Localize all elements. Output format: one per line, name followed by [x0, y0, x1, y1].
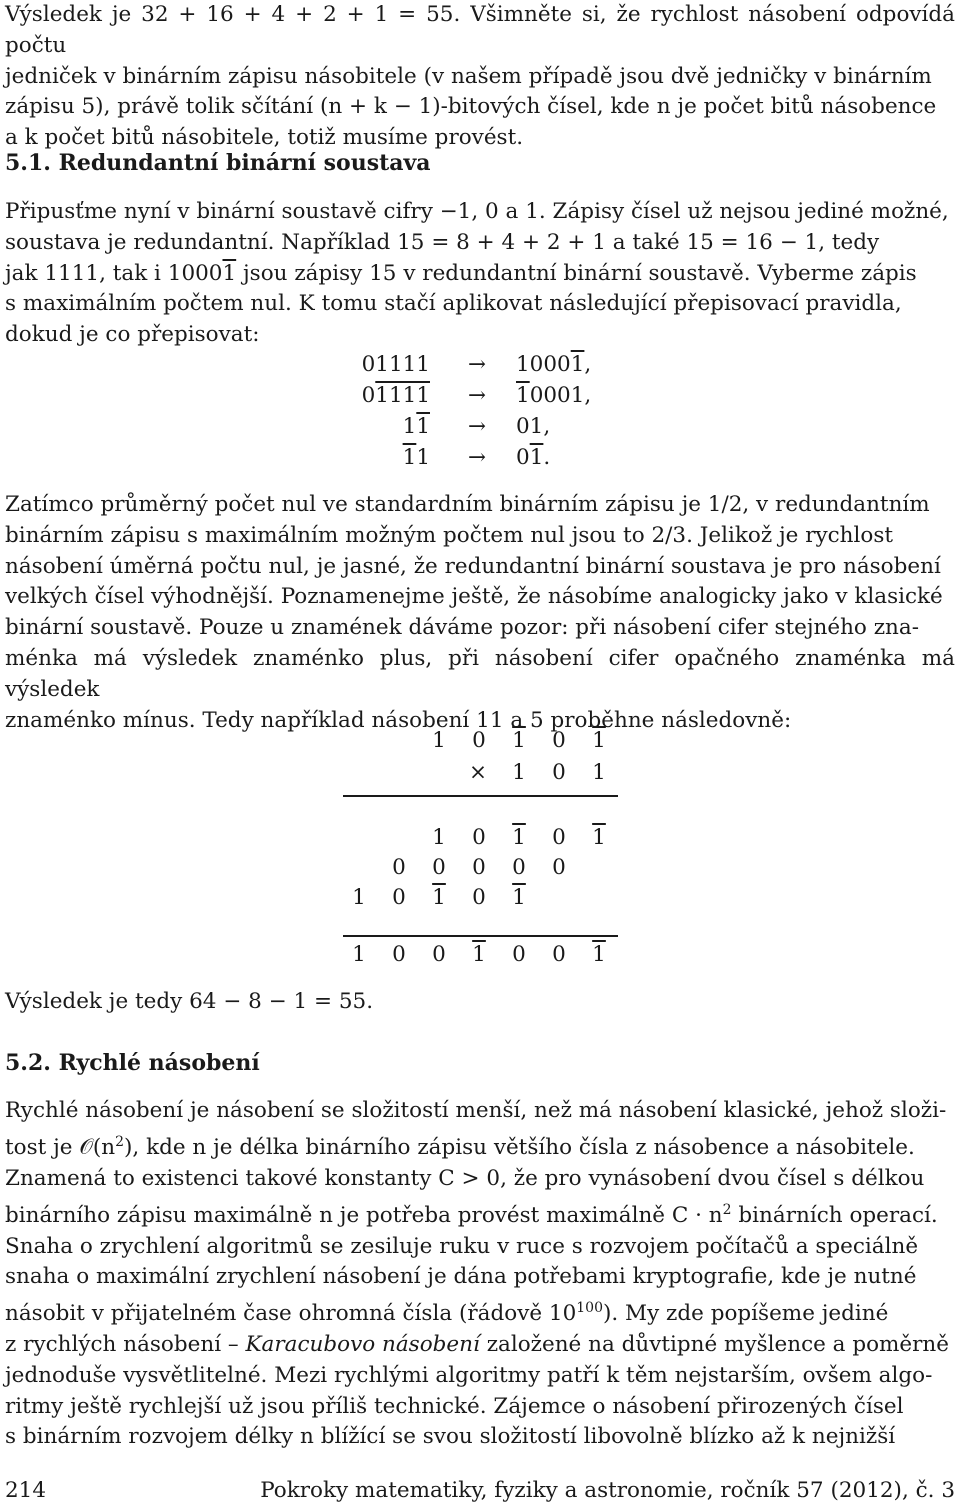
text-line: binárním zápisu s maximálním možným počtem nul jsou to 2/3. Jelikož je rychlost	[5, 522, 894, 548]
text-span: tost je 𝒪(n	[5, 1134, 116, 1160]
multiplicand-digit: 1	[512, 728, 526, 753]
partial-product-digit: 0	[392, 885, 406, 910]
text-line: soustava je redundantní. Například 15 = 8 + 4 + 2 + 1 a také 15 = 16 − 1, tedy	[5, 229, 880, 255]
text-line: Snaha o zrychlení algoritmů se zesiluje ruku v ruce s rozvojem počítačů a speciálně	[5, 1233, 919, 1259]
multiplicand-digit: 1	[432, 728, 446, 753]
superscript: 2	[722, 1201, 732, 1218]
text-span: jak 1111, tak i 1000	[5, 260, 223, 286]
text-line: zápisu 5), právě tolik sčítání (n + k − 1)-bitových čísel, kde n je počet bitů násobence	[5, 94, 937, 120]
rule-right: 01,	[516, 414, 551, 439]
result-line: Výsledek je tedy 64 − 8 − 1 = 55.	[5, 989, 374, 1014]
text-line: jednoduše vysvětlitelné. Mezi rychlými algoritmy patří k těm nejstarším, ovšem algo-	[5, 1362, 933, 1388]
text-span: ). My zde popíšeme jediné	[603, 1301, 889, 1327]
arrow-icon: →	[467, 383, 486, 408]
negative-digit: 1	[222, 260, 237, 286]
text-line: Připusťme nyní v binární soustavě cifry −1, 0 a 1. Zápisy čísel už nejsou jediné možné,	[5, 199, 949, 224]
text-span: násobit v přijatelném čase ohromná čísla (řádově 10	[5, 1301, 577, 1327]
text-line: ménka má výsledek znaménko plus, při násobení cifer opačného znaménka má výsledek	[5, 645, 955, 702]
negative-digit: 1111	[375, 383, 430, 408]
text-span: 0	[361, 383, 376, 408]
result-digit: 1	[352, 942, 366, 967]
partial-product-digit: 1	[512, 885, 526, 910]
rule-left: 01111	[361, 352, 430, 377]
text-line: a k počet bitů násobitele, totiž musíme provést.	[5, 125, 524, 151]
multiplier-digit: 1	[512, 760, 526, 785]
text-span: jsou zápisy 15 v redundantní binární soustavě. Vyberme zápis	[236, 260, 917, 286]
text-span: založené na důvtipné myšlence a poměrně	[479, 1332, 949, 1358]
multiplier-digit: 1	[592, 760, 606, 785]
text-line: binární soustavě. Pouze u znamének dáváme pozor: při násobení cifer stejného zna-	[5, 615, 919, 641]
partial-product-digit: 0	[552, 825, 566, 850]
text-line	[5, 1195, 955, 1232]
section-heading-5-2: 5.2. Rychlé násobení	[5, 1050, 260, 1076]
text-line: s maximálním počtem nul. K tomu stačí aplikovat následující přepisovací pravidla,	[5, 291, 902, 317]
negative-digit: 1	[516, 383, 530, 408]
text-line: násobení úměrná počtu nul, je jasné, že redundantní binární soustava je pro násobení	[5, 553, 941, 579]
negative-digit: 1	[416, 414, 430, 439]
text-line: jedniček v binárním zápisu násobitele (v našem případě jsou dvě jedničky v binárním	[5, 63, 932, 89]
text-line: ritmy ještě rychlejší už jsou příliš technické. Zájemce o násobení přirozených čísel	[5, 1393, 904, 1419]
section-5-2-paragraph	[5, 1096, 955, 1453]
text-line: Znamená to existenci takové konstanty C > 0, že pro vynásobení dvou čísel s délkou	[5, 1165, 925, 1191]
journal-citation: Pokroky matematiky, fyziky a astronomie, ročník 57 (2012), č. 3	[260, 1478, 955, 1503]
text-line: Rychlé násobení je násobení se složitostí menší, než má násobení klasické, jehož složi-	[5, 1098, 947, 1123]
partial-product-digit: 1	[432, 825, 446, 850]
text-span: z rychlých násobení –	[5, 1332, 246, 1358]
partial-product-digit: 1	[512, 825, 526, 850]
text-line	[5, 1127, 955, 1164]
text-span: 1000	[516, 352, 571, 377]
section-heading-5-1: 5.1. Redundantní binární soustava	[5, 150, 431, 176]
arrow-icon: →	[467, 445, 486, 470]
superscript: 2	[115, 1133, 125, 1150]
text-span: binárních operací.	[731, 1202, 938, 1228]
text-line: znaménko mínus. Tedy například násobení 11 a 5 proběhne následovně:	[5, 707, 792, 733]
superscript: 100	[576, 1300, 603, 1317]
divider-line	[343, 935, 618, 937]
multiplier-digit: 0	[552, 760, 566, 785]
text-line: dokud je co přepisovat:	[5, 322, 260, 348]
text-span: binárního zápisu maximálně n je potřeba provést maximálně C · n	[5, 1202, 723, 1228]
partial-product-digit: 0	[472, 825, 486, 850]
result-digit: 0	[512, 942, 526, 967]
text-line: s binárním rozvojem délky n blížící se svou složitostí libovolně blízko až k nejnižší	[5, 1424, 896, 1450]
text-span: 0001,	[529, 383, 592, 408]
partial-product-digit: 0	[552, 855, 566, 880]
page-number: 214	[5, 1478, 47, 1503]
partial-product-digit: 1	[352, 885, 366, 910]
text-line: snaha o maximální zrychlení násobení je dána potřebami kryptografie, kde je nutné	[5, 1264, 917, 1290]
result-digit: 1	[472, 942, 486, 967]
text-line: Výsledek je 32 + 16 + 4 + 2 + 1 = 55. Všimněte si, že rychlost násobení odpovídá počtu	[5, 2, 955, 58]
text-line: velkých čísel výhodnější. Poznamenejme ještě, že násobíme analogicky jako v klasické	[5, 584, 943, 610]
result-digit: 0	[432, 942, 446, 967]
partial-product-digit: 0	[512, 855, 526, 880]
text-span: 1	[402, 414, 417, 439]
multiplication-scheme	[5, 0, 955, 1000]
multiplicand-digit: 0	[552, 728, 566, 753]
partial-product-digit: 1	[432, 885, 446, 910]
result-digit: 0	[392, 942, 406, 967]
text-span: ,	[584, 352, 592, 377]
partial-product-digit: 0	[472, 855, 486, 880]
text-span: 1	[416, 445, 430, 470]
partial-product-digit: 0	[432, 855, 446, 880]
text-line	[5, 1330, 955, 1361]
negative-digit: 1	[570, 352, 585, 377]
arrow-icon: →	[467, 352, 486, 377]
partial-product-digit: 1	[592, 825, 606, 850]
text-span: .	[543, 445, 551, 470]
result-digit: 0	[552, 942, 566, 967]
negative-digit: 1	[529, 445, 544, 470]
arrow-icon: →	[467, 414, 486, 439]
multiplicand-digit: 1	[592, 728, 606, 753]
partial-product-digit: 0	[392, 855, 406, 880]
multiplicand-digit: 0	[472, 728, 486, 753]
text-span: ), kde n je délka binárního zápisu většího čísla z násobence a násobitele.	[124, 1134, 915, 1160]
result-digit: 1	[592, 942, 606, 967]
partial-product-digit: 0	[472, 885, 486, 910]
text-line	[5, 1293, 955, 1330]
text-span: 0	[516, 445, 530, 470]
text-line: Zatímco průměrný počet nul ve standardním binárním zápisu je 1/2, v redundantním	[5, 492, 930, 517]
divider-line	[343, 795, 618, 797]
negative-digit: 1	[402, 445, 417, 470]
italic-term: Karacubovo násobení	[245, 1332, 480, 1358]
times-sign: ×	[469, 760, 488, 785]
